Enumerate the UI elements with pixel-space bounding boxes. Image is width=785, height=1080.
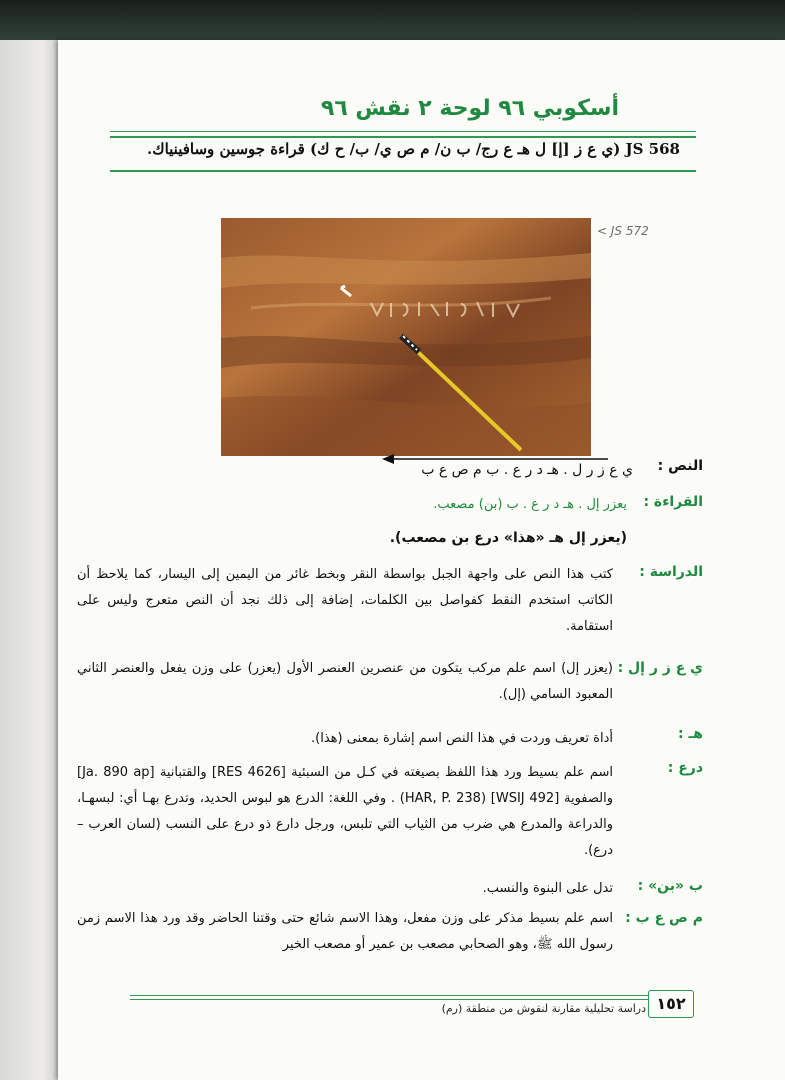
entry-label-yazr-il: ي ع ز ر إل : xyxy=(617,660,703,676)
study-label: الدراسة : xyxy=(639,564,703,580)
reading-translation: (يعزر إل هـ «هذا» درع بن مصعب). xyxy=(389,530,627,546)
footer-title: دراسة تحليلية مقارنة لنقوش من منطقة (رم) xyxy=(441,1002,646,1015)
reading-label: القراءة : xyxy=(643,494,703,510)
handwritten-note: < JS 572 xyxy=(597,224,649,238)
title-rule-top xyxy=(110,136,696,138)
study-text: كتب هذا النص على واجهة الجبل بواسطة النقر وبخط غائر من اليمين إلى اليسار، كما يلاحظ أن الكاتب استخدم النقط كفواصل بين الكلمات، إضافة إلى ذلك نجد أن النص متعرج وليس على استقامة. xyxy=(77,567,613,634)
entry-text-bin: تدل على البنوة والنسب. xyxy=(482,881,613,896)
reading-text: يعزر إل . هـ د ر ع . ب (بن) مصعب. xyxy=(433,497,627,512)
inscription-transliteration: ي ع ز ر ل . هـ د ر ع . ب م ص ع ب xyxy=(421,462,633,478)
page-title: أسكوبي ٩٦ لوحة ٢ نقش ٩٦ xyxy=(320,96,620,121)
rock-inscription-image xyxy=(221,218,591,456)
entry-label-bin: ب «بن» : xyxy=(637,878,703,894)
page-number: ١٥٢ xyxy=(648,990,694,1018)
entry-label-ha: هـ : xyxy=(678,726,703,742)
entry-label-musab: م ص ع ب : xyxy=(625,910,703,926)
inscription-reference: JS 568 (ي ع ز [إ] ل هـ ع رج/ ب ن/ م ص ي/ ب/ ح ك) قراءة جوسين وسافينياك. xyxy=(147,140,680,158)
footer-rule-2 xyxy=(130,999,650,1000)
entry-text-dir: اسم علم بسيط ورد هذا اللفظ بصيغته في كـل من السبئية [RES 4626] والقتبانية [Ja. 890 ap] والصفوية [WSIJ 492] (HAR, P. 238) . وفي اللغة: الدرع هو لبوس الحديد، وتدرع بهـا أي: لبسهـا، والدراعة والمدرع هي ضرب من الثياب التي تلبس، ورجل دارع ذو درع على النسب (لسان العرب – درع). xyxy=(77,765,614,858)
title-rule-top-thin xyxy=(110,131,696,132)
entry-text-musab: اسم علم بسيط مذكر على وزن مفعل، وهذا الاسم شائع حتى وقتنا الحاضر وقد ورد هذا الاسم زمن رسول الله ﷺ، وهو الصحابي مصعب بن عمير أو مصعب الخير xyxy=(77,911,613,952)
facing-page-edge xyxy=(0,40,60,1080)
inscription-label: النص : xyxy=(657,458,703,474)
inscription-photo xyxy=(221,218,591,456)
entry-label-dir: درع : xyxy=(667,760,703,776)
entry-text-yazr-il: (يعزر إل) اسم علم مركب يتكون من عنصرين العنصر الأول (يعزر) على وزن يفعل والعنصر الثاني المعبود السامي (إل). xyxy=(77,661,613,702)
title-rule-bottom xyxy=(110,170,696,172)
footer-rule xyxy=(130,995,650,996)
entry-text-ha: أداة تعريف وردت في هذا النص اسم إشارة بمعنى (هذا). xyxy=(311,731,613,746)
